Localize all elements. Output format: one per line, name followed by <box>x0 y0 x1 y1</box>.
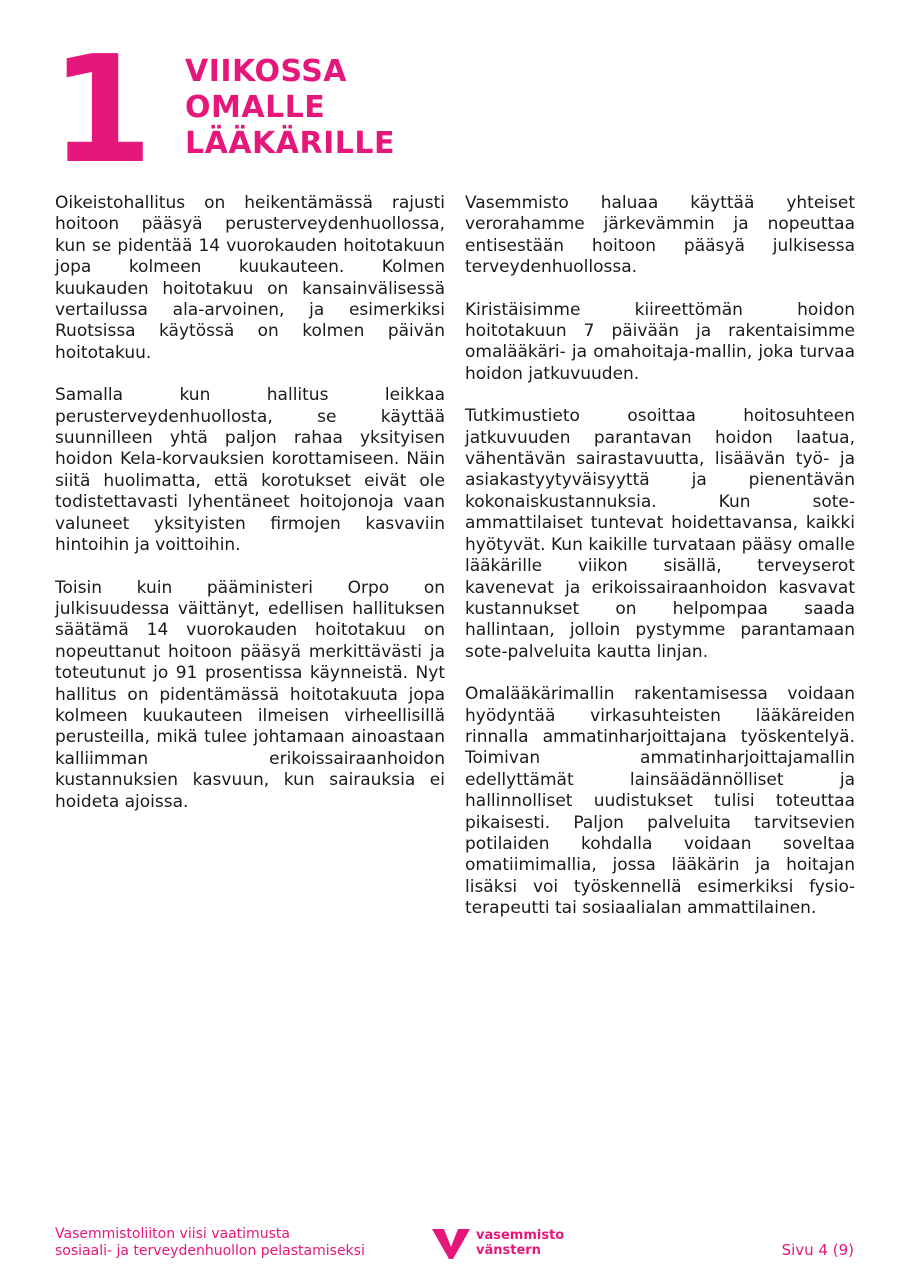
v-logo-icon <box>430 1225 472 1261</box>
footer-line: Vasemmistoliiton viisi vaatimusta <box>55 1226 290 1242</box>
chapter-number: 1 <box>50 24 149 196</box>
footer-line: sosiaali- ja terveydenhuollon pelastamiseksi <box>55 1243 365 1259</box>
chapter-title <box>185 54 395 162</box>
footer-logo <box>430 1224 564 1262</box>
title-line: VIIKOSSA <box>185 54 348 89</box>
paragraph: Kiristäisimme kiireettömän hoidon hoitotakuun 7 päivään ja rakentaisimme omalääkäri- ja omahoitaja-mallin, joka turvaa hoidon jatkuvuuden. <box>465 299 855 384</box>
paragraph: Vasemmisto haluaa käyttää yhteiset verorahamme järkevämmin ja nopeuttaa entisestään hoitoon pääsyä julkisessa terveydenhuollossa. <box>465 193 855 278</box>
logo-line: vänstern <box>476 1243 541 1258</box>
footer-publication-title <box>55 1226 365 1260</box>
right-column <box>465 193 855 941</box>
title-line: LÄÄKÄRILLE <box>185 126 396 161</box>
page-number: Sivu 4 (9) <box>781 1241 854 1259</box>
paragraph: Samalla kun hallitus leikkaa perusterveydenhuollosta, se käyttää suunnilleen yhtä paljon rahaa yksityisen hoidon Kela-korvauksien korottamiseen. Näin siitä huolimatta, että korotukset eivät ole todistettavasti lyhentäneet hoitojonoja vaan valuneet yksityisten firmojen kasvaviin hintoihin ja voittoihin. <box>55 385 445 556</box>
title-line: OMALLE <box>185 90 326 125</box>
paragraph: Tutkimustieto osoittaa hoitosuhteen jatkuvuuden parantavan hoidon laatua, vähentävän sairastavuutta, lisäävän työ- ja asiakastyytyväisyyttä ja pienentävän kokonaiskustannuksia. Kun sote-ammattilaiset tuntevat hoidettavansa, kaikki hyötyvät. Kun kaikille turvataan pääsy omalle lääkärille viikon sisällä, terveyserot kavenevat ja erikoissairaanhoidon kasvavat kustannukset on helpompaa saada hallintaan, jolloin pystymme parantamaan sote-palveluita kautta linjan. <box>465 406 855 662</box>
paragraph: Omalääkärimallin rakentamisessa voidaan hyödyntää virkasuhteisten lääkäreiden rinnalla ammatinharjoittajana työskentelyä. Toimivan ammatinharjoittajamallin edellyttämät lainsäädännölliset ja hallinnolliset uudistukset tulisi toteuttaa pikaisesti. Paljon palveluita tarvitsevien potilaiden kohdalla voidaan soveltaa omatiimimallia, jossa lääkärin ja hoitajan lisäksi voi työskennellä esimerkiksi fysioterapeutti tai sosiaalialan ammattilainen. <box>465 684 855 919</box>
left-column <box>55 193 445 834</box>
logo-wordmark <box>476 1228 564 1258</box>
paragraph: Toisin kuin pääministeri Orpo on julkisuudessa väittänyt, edellisen hallituksen säätämä 14 vuorokauden hoitotakuu on nopeuttanut hoitoon pääsyä merkittävästi ja toteutunut jo 91 prosentissa käynneistä. Nyt hallitus on pidentämässä hoitotakuuta jopa kolmeen kuukauteen ilmeisen virheellisillä perusteilla, mikä tulee johtamaan ainoastaan kalliimman erikoissairaanhoidon kustannuksien kasvuun, kun sairauksia ei hoideta ajoissa. <box>55 577 445 812</box>
paragraph: Oikeistohallitus on heikentämässä rajusti hoitoon pääsyä perusterveydenhuollossa, kun se pidentää 14 vuorokauden hoitotakuun jopa kolmeen kuukauteen. Kolmen kuukauden hoitotakuu on kansainvälisessä vertailussa ala-arvoinen, ja esimerkiksi Ruotsissa käytössä on kolmen päivän hoitotakuu. <box>55 193 445 363</box>
logo-line: vasemmisto <box>476 1228 565 1243</box>
